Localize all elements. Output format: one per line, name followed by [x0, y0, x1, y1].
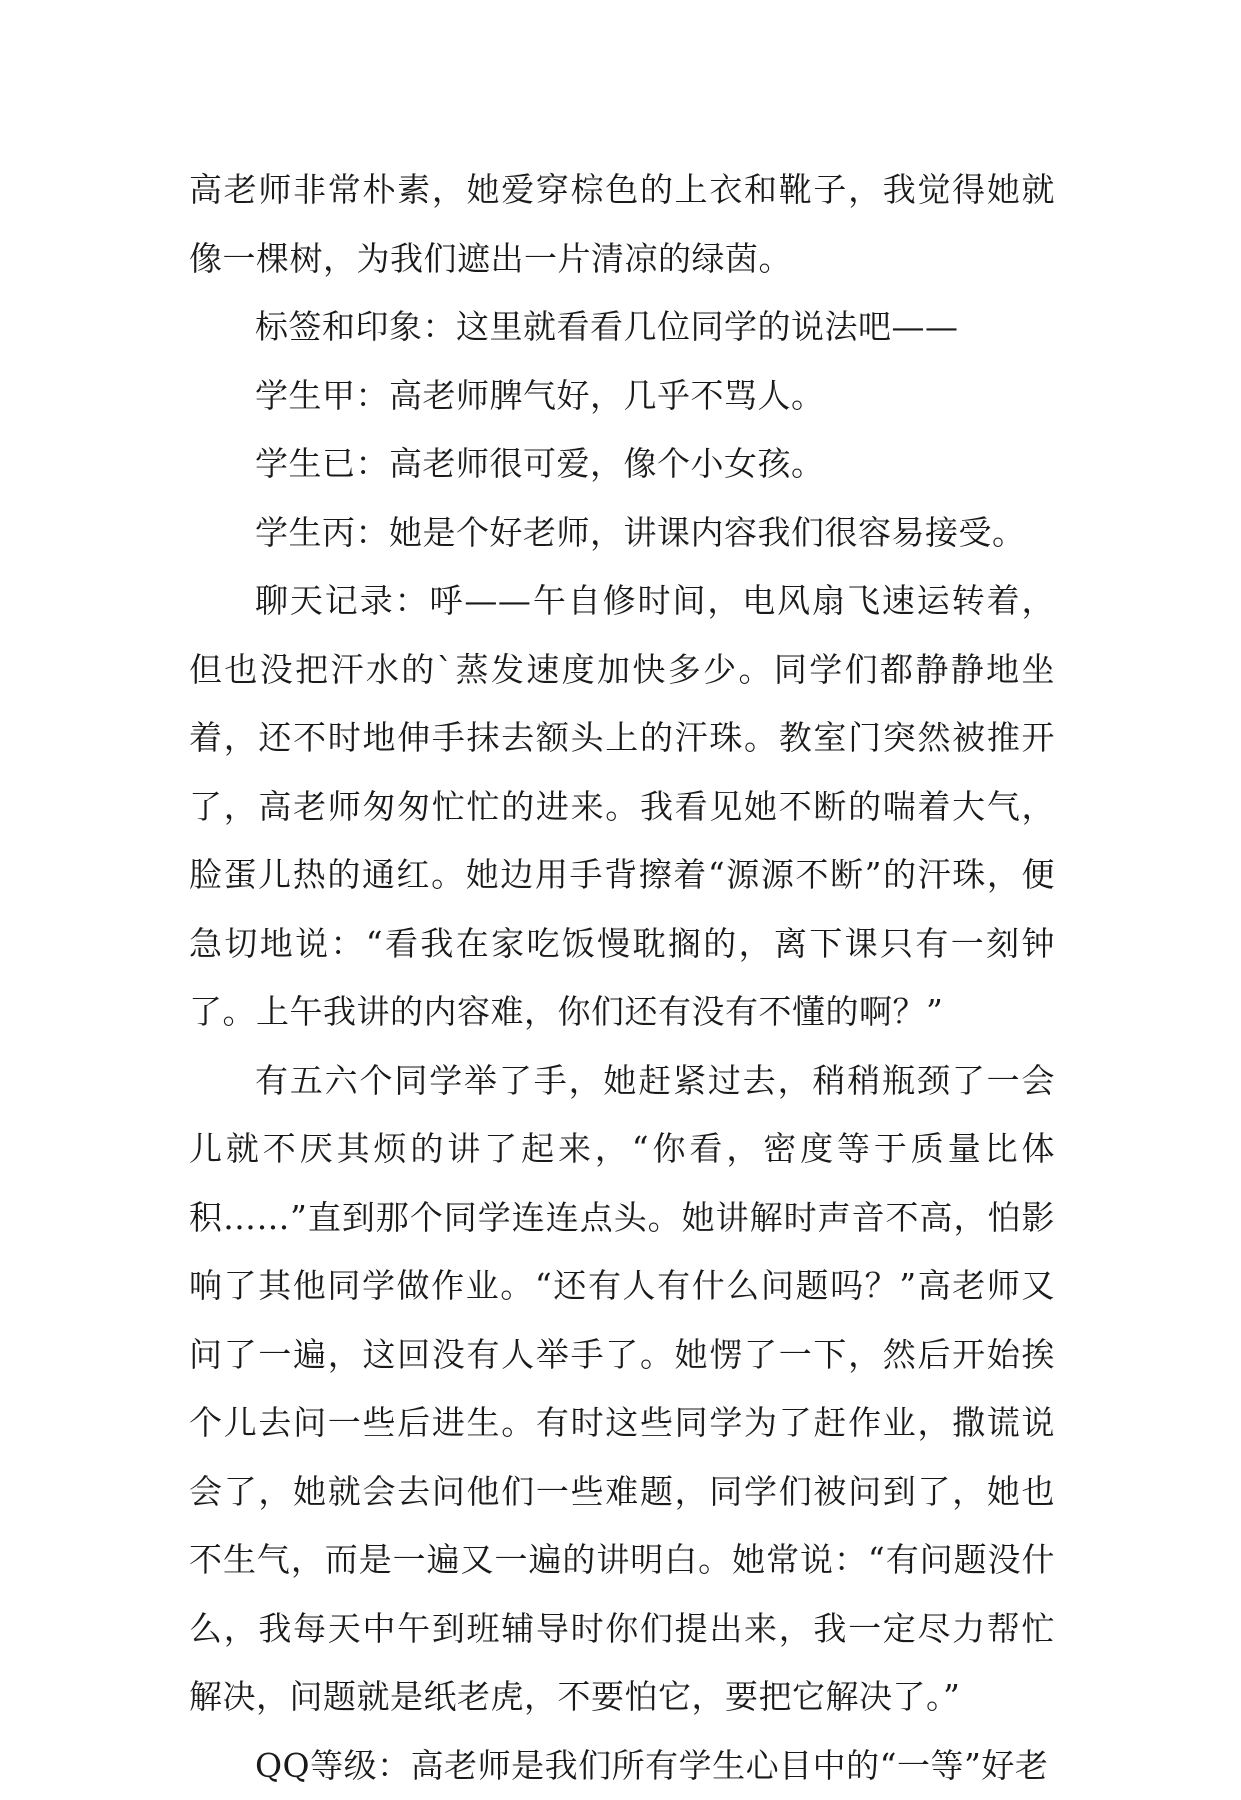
paragraph-chat-record: 聊天记录：呼——午自修时间，电风扇飞速运转着，但也没把汗水的`蒸发速度加快多少。同学们都静静地坐着，还不时地伸手抹去额头上的汗珠。教室门突然被推开了，高老师匆匆忙忙的进来。我看见她不断的喘着大气，脸蛋儿热的通红。她边用手背擦着“源源不断”的汗珠，便急切地说：“看我在家吃饭慢耽搁的，离下课只有一刻钟了。上午我讲的内容难，你们还有没有不懂的啊？”	[189, 567, 1055, 1047]
paragraph-labels-intro: 标签和印象：这里就看看几位同学的说法吧——	[189, 293, 1055, 362]
paragraph-student-c: 学生丙：她是个好老师，讲课内容我们很容易接受。	[189, 499, 1055, 568]
paragraph-appearance: 高老师非常朴素，她爱穿棕色的上衣和靴子，我觉得她就像一棵树，为我们遮出一片清凉的绿茵。	[189, 156, 1055, 293]
paragraph-qq-level: QQ等级：高老师是我们所有学生心目中的“一等”好老	[189, 1732, 1055, 1800]
document-body	[189, 156, 1055, 1800]
paragraph-tutoring: 有五六个同学举了手，她赶紧过去，稍稍瓶颈了一会儿就不厌其烦的讲了起来，“你看，密度等于质量比体积……”直到那个同学连连点头。她讲解时声音不高，怕影响了其他同学做作业。“还有人有什么问题吗？”高老师又问了一遍，这回没有人举手了。她愣了一下，然后开始挨个儿去问一些后进生。有时这些同学为了赶作业，撒谎说会了，她就会去问他们一些难题，同学们被问到了，她也不生气，而是一遍又一遍的讲明白。她常说：“有问题没什么，我每天中午到班辅导时你们提出来，我一定尽力帮忙解决，问题就是纸老虎，不要怕它，要把它解决了。”	[189, 1047, 1055, 1732]
paragraph-student-b: 学生已：高老师很可爱，像个小女孩。	[189, 430, 1055, 499]
paragraph-student-a: 学生甲：高老师脾气好，几乎不骂人。	[189, 362, 1055, 431]
